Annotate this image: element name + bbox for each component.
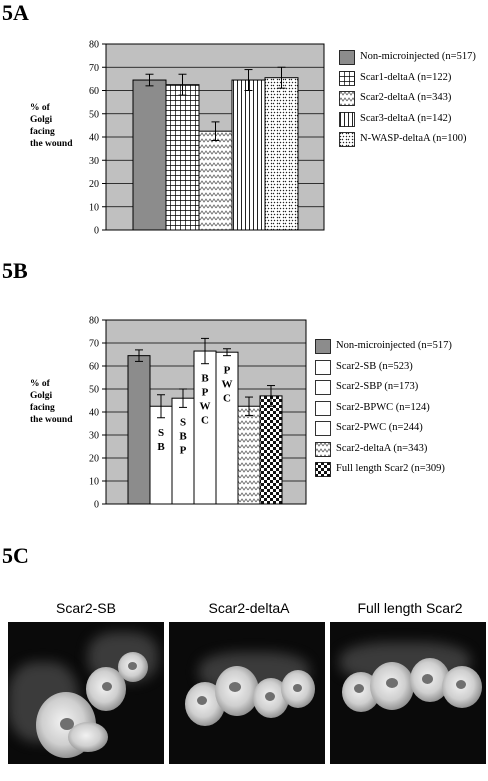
bar-letter-label: B <box>179 430 187 443</box>
legend-swatch <box>315 339 331 354</box>
panel-label-b: 5B <box>2 258 28 283</box>
bar <box>199 131 232 230</box>
y-tick-label: 70 <box>89 62 99 74</box>
y-axis-label-line: Golgi <box>30 391 53 401</box>
legend-label: Scar2-SB (n=523) <box>336 360 413 372</box>
bar <box>150 406 172 504</box>
bar <box>265 78 298 230</box>
legend-label: Non-microinjected (n=517) <box>336 340 452 351</box>
y-axis-label-line: the wound <box>30 415 73 425</box>
bar-letter-label: W <box>199 400 211 413</box>
bar-letter-label: P <box>223 364 231 377</box>
panel-label-c: 5C <box>2 543 29 568</box>
legend-label: Scar2-deltaA (n=343) <box>336 442 428 454</box>
bar-letter-label: P <box>201 386 209 399</box>
panel-label-a: 5A <box>2 0 29 25</box>
bar <box>166 85 199 230</box>
legend-label: Scar2-PWC (n=244) <box>336 422 423 433</box>
bar-letter-label: C <box>201 414 209 427</box>
y-axis-label-line: % of <box>30 103 50 113</box>
y-tick-label: 10 <box>89 202 99 214</box>
y-tick-label: 20 <box>89 179 99 190</box>
y-axis-label-line: facing <box>30 403 55 413</box>
bar-letter-label: B <box>157 440 165 453</box>
y-tick-label: 0 <box>94 225 99 237</box>
bar <box>232 80 265 230</box>
legend-label: N-WASP-deltaA (n=100) <box>360 133 467 144</box>
legend-swatch <box>315 401 331 416</box>
y-tick-label: 30 <box>89 155 99 167</box>
micrograph-title-3: Full length Scar2 <box>357 600 463 616</box>
bar-letter-label: S <box>157 426 165 439</box>
legend-swatch <box>315 442 331 457</box>
y-tick-label: 40 <box>89 132 99 144</box>
legend-label: Scar3-deltaA (n=142) <box>360 112 452 124</box>
y-axis-label-line: the wound <box>30 139 73 149</box>
legend-swatch <box>315 360 331 375</box>
legend-label: Scar2-deltaA (n=343) <box>360 92 452 103</box>
y-tick-label: 40 <box>89 407 99 419</box>
y-tick-label: 50 <box>89 109 99 121</box>
bar <box>128 356 150 504</box>
y-tick-label: 80 <box>89 315 99 327</box>
micrograph-scar2-deltaa <box>169 622 325 764</box>
y-tick-label: 50 <box>89 384 99 396</box>
bar <box>133 80 166 230</box>
y-axis-label-line: % of <box>30 379 50 389</box>
bar-letter-label: P <box>179 444 187 457</box>
bar-letter-label: B <box>201 372 209 385</box>
legend-swatch <box>339 91 355 106</box>
bar-letter-label: S <box>179 416 187 429</box>
chart-a <box>89 40 324 237</box>
legend-swatch <box>339 50 355 65</box>
y-tick-label: 0 <box>94 499 99 511</box>
legend-swatch <box>339 112 355 127</box>
y-tick-label: 60 <box>89 361 99 373</box>
micrograph-title-1: Scar2-SB <box>56 600 116 616</box>
y-tick-label: 30 <box>89 430 99 442</box>
y-tick-label: 80 <box>89 39 99 51</box>
legend-swatch <box>315 380 331 395</box>
legend-swatch <box>315 421 331 436</box>
chart-b <box>89 316 306 511</box>
legend-label: Scar2-SBP (n=173) <box>336 381 419 392</box>
y-tick-label: 60 <box>89 86 99 97</box>
micrograph-full-length-scar2 <box>330 622 486 764</box>
micrograph-scar2-sb <box>8 622 164 764</box>
legend-label: Full length Scar2 (n=309) <box>336 463 445 474</box>
bar-letter-label: W <box>221 378 233 391</box>
y-tick-label: 10 <box>89 476 99 488</box>
legend-swatch <box>339 71 355 86</box>
legend-label: Non-microinjected (n=517) <box>360 51 476 62</box>
y-axis-label-line: facing <box>30 127 55 137</box>
bar <box>260 396 282 504</box>
legend-label: Scar2-BPWC (n=124) <box>336 401 430 413</box>
micrograph-title-2: Scar2-deltaA <box>208 600 290 616</box>
bar-letter-label: C <box>223 392 231 405</box>
bar <box>238 406 260 504</box>
legend-swatch <box>339 132 355 147</box>
y-axis-label-line: Golgi <box>30 115 53 125</box>
legend-label: Scar1-deltaA (n=122) <box>360 71 452 83</box>
y-tick-label: 20 <box>89 453 99 465</box>
y-tick-label: 70 <box>89 338 99 350</box>
legend-swatch <box>315 462 331 477</box>
